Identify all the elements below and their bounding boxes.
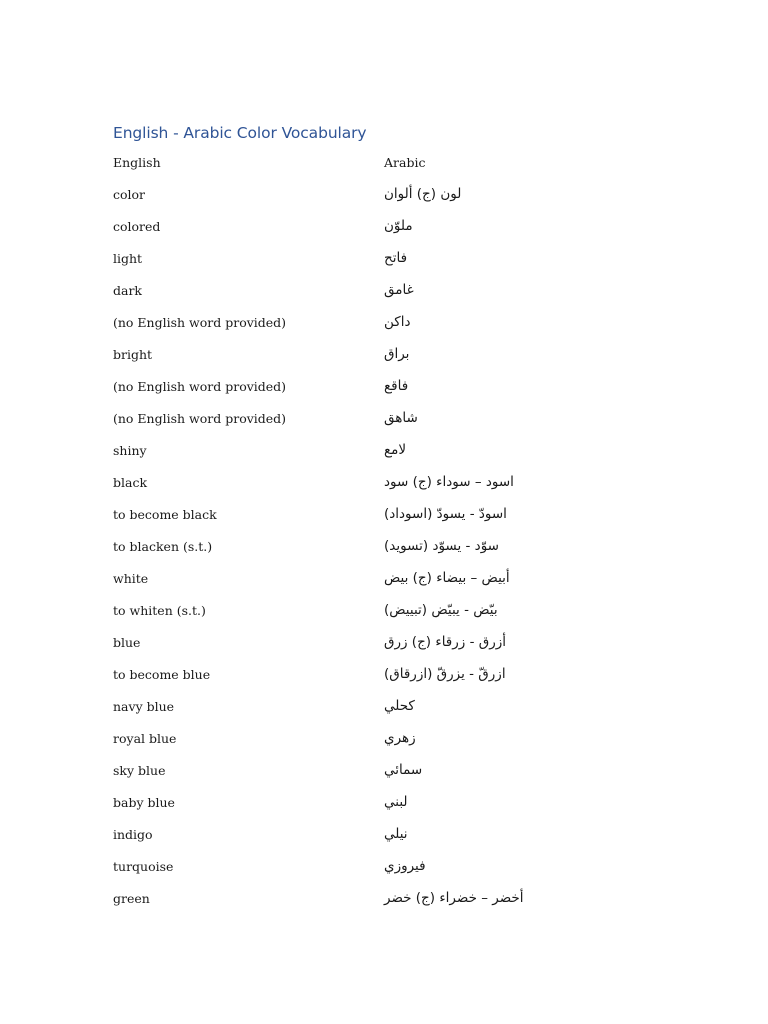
table-row xyxy=(113,818,673,850)
arabic-term: أبيض – بيضاء (ج) بيض xyxy=(384,570,510,586)
english-term: (no English word provided) xyxy=(113,314,287,330)
arabic-term-cell xyxy=(384,306,673,338)
arabic-term: أخضر – خضراء (ج) خضر xyxy=(384,890,524,906)
arabic-term: بيّض - يبيّض (تبييض) xyxy=(384,602,498,618)
english-term: to become black xyxy=(113,506,217,522)
arabic-term-cell xyxy=(384,530,673,562)
arabic-term-cell xyxy=(384,562,673,594)
english-term: royal blue xyxy=(113,730,177,746)
arabic-term-cell xyxy=(384,466,673,498)
arabic-term-cell xyxy=(384,754,673,786)
arabic-term-cell xyxy=(384,786,673,818)
header-arabic: Arabic xyxy=(384,154,426,170)
arabic-term: لون (ج) ألوان xyxy=(384,186,462,202)
english-term: sky blue xyxy=(113,762,166,778)
arabic-term-cell xyxy=(384,338,673,370)
table-row xyxy=(113,722,673,754)
english-term: color xyxy=(113,186,146,202)
arabic-term-cell xyxy=(384,498,673,530)
arabic-term: سوّد - يسوّد (تسويد) xyxy=(384,538,499,554)
arabic-term-cell xyxy=(384,370,673,402)
table-row xyxy=(113,626,673,658)
arabic-term-cell xyxy=(384,722,673,754)
arabic-term-cell xyxy=(384,690,673,722)
english-term: white xyxy=(113,570,149,586)
table-row xyxy=(113,434,673,466)
arabic-term-cell xyxy=(384,882,673,914)
arabic-term: شاهق xyxy=(384,410,418,426)
table-row xyxy=(113,562,673,594)
english-term: green xyxy=(113,890,150,906)
header-english: English xyxy=(113,154,161,170)
arabic-term: فاقع xyxy=(384,378,409,394)
english-term: turquoise xyxy=(113,858,174,874)
arabic-term-cell xyxy=(384,434,673,466)
english-term: light xyxy=(113,250,143,266)
arabic-term-cell xyxy=(384,594,673,626)
table-row xyxy=(113,210,673,242)
table-row xyxy=(113,690,673,722)
arabic-term: أزرق - زرقاء (ج) زرق xyxy=(384,634,507,650)
english-term: dark xyxy=(113,282,143,298)
english-term: colored xyxy=(113,218,161,234)
arabic-term-cell xyxy=(384,402,673,434)
table-row xyxy=(113,242,673,274)
english-term: shiny xyxy=(113,442,147,458)
english-term: blue xyxy=(113,634,141,650)
table-row xyxy=(113,338,673,370)
arabic-term: سمائي xyxy=(384,762,423,778)
arabic-term: اسودّ - يسودّ (اسوداد) xyxy=(384,506,507,522)
arabic-term-cell xyxy=(384,178,673,210)
document-title: English - Arabic Color Vocabulary xyxy=(113,124,367,142)
english-term: indigo xyxy=(113,826,153,842)
english-term: baby blue xyxy=(113,794,175,810)
table-row xyxy=(113,882,673,914)
arabic-term: لبني xyxy=(384,794,408,810)
table-row xyxy=(113,786,673,818)
table-row xyxy=(113,466,673,498)
arabic-term-cell xyxy=(384,626,673,658)
table-header-row xyxy=(113,146,673,178)
table-row xyxy=(113,498,673,530)
table-row xyxy=(113,178,673,210)
arabic-term-cell xyxy=(384,850,673,882)
arabic-term-cell xyxy=(384,818,673,850)
arabic-term: ملوّن xyxy=(384,218,413,234)
table-row xyxy=(113,850,673,882)
arabic-term-cell xyxy=(384,658,673,690)
table-row xyxy=(113,402,673,434)
arabic-term: فيروزي xyxy=(384,858,426,874)
table-row xyxy=(113,594,673,626)
table-body xyxy=(113,178,673,914)
arabic-term-cell xyxy=(384,210,673,242)
arabic-term: براق xyxy=(384,346,410,362)
english-term: to become blue xyxy=(113,666,211,682)
arabic-term: نيلي xyxy=(384,826,408,842)
arabic-term: فاتح xyxy=(384,250,408,266)
arabic-term: غامق xyxy=(384,282,414,298)
arabic-term-cell xyxy=(384,274,673,306)
table-row xyxy=(113,370,673,402)
arabic-term: داكن xyxy=(384,314,411,330)
vocabulary-table xyxy=(113,146,673,914)
english-term: (no English word provided) xyxy=(113,378,287,394)
table-row xyxy=(113,530,673,562)
english-term: black xyxy=(113,474,148,490)
table-row xyxy=(113,274,673,306)
english-term: to whiten (s.t.) xyxy=(113,602,206,618)
table-row xyxy=(113,306,673,338)
arabic-term: كحلي xyxy=(384,698,415,714)
english-term: to blacken (s.t.) xyxy=(113,538,213,554)
arabic-term: زهري xyxy=(384,730,416,746)
english-term: (no English word provided) xyxy=(113,410,287,426)
arabic-term: ازرقّ - يزرقّ (ازرقاق) xyxy=(384,666,506,682)
english-term: navy blue xyxy=(113,698,175,714)
english-term: bright xyxy=(113,346,153,362)
arabic-term: لامع xyxy=(384,442,407,458)
table-row xyxy=(113,754,673,786)
arabic-term: اسود – سوداء (ج) سود xyxy=(384,474,514,490)
arabic-term-cell xyxy=(384,242,673,274)
table-row xyxy=(113,658,673,690)
